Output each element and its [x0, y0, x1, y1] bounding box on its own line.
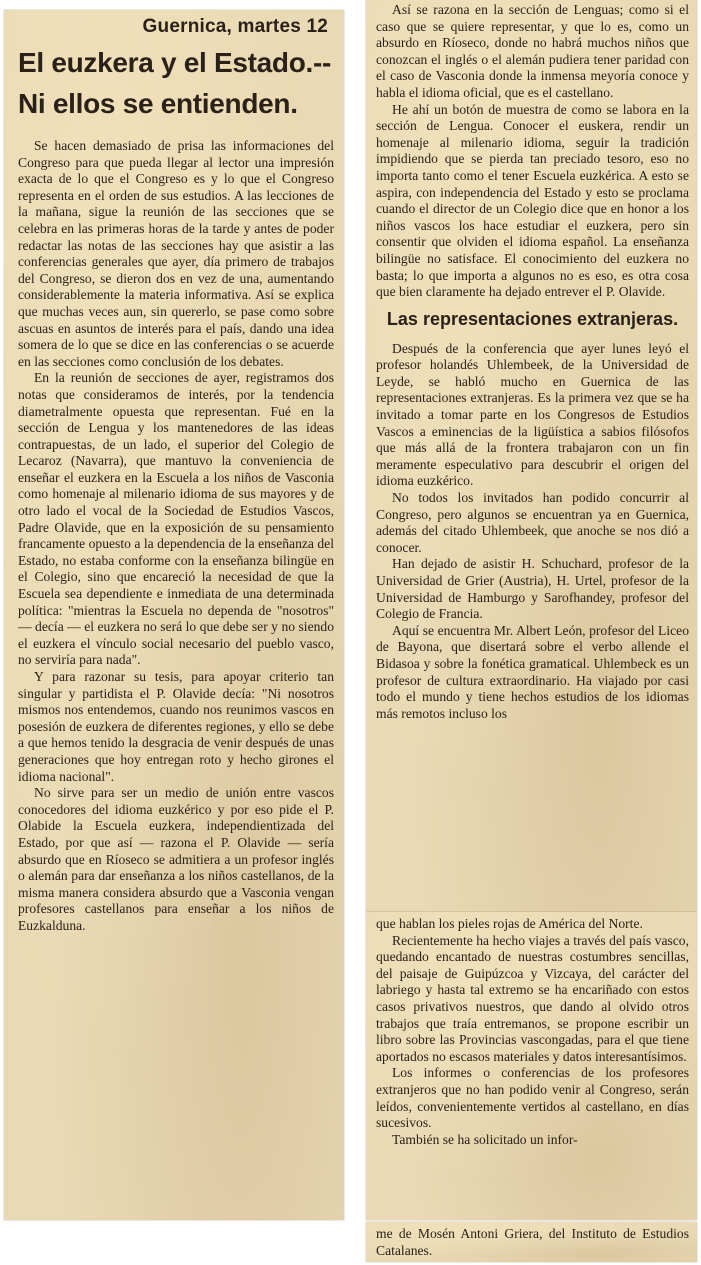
clipping-right-column-middle — [366, 912, 697, 1220]
clipping-right-column-bottom — [366, 1222, 697, 1262]
article-headline: El euzkera y el Estado.--Ni ellos se entienden. — [18, 47, 332, 119]
article-paragraph: No sirve para ser un medio de unión entre vascos conocedores del idioma euzkérico y por eso pide el P. Olabide la Escuela euzkera, independientizada del Estado, por que así — razona el P. Olavide — sería absurdo que en Ríoseco se admitiera a un profesor inglés o alemán para dar enseñanza a los niños castellanos, de la misma manera considera absurdo que a Vasconia vengan profesores castellanos para enseñar a los niños de Euzkalduna. — [18, 785, 334, 933]
article-paragraph: que hablan los pieles rojas de América del Norte. — [376, 916, 643, 931]
clipping-right-column-top — [366, 0, 697, 912]
article-paragraph: Y para razonar su tesis, para apoyar criterio tan singular y partidista el P. Olavide decía: "Ni nosotros mismos nos entendemos, cuando nos reunimos vascos en posesión de euzkera de diferentes regiones, y ello se debe a que hemos tenido la desgracia de venir después de unas generaciones que hoy entregan roto y hecho girones el idioma nacional". — [18, 669, 334, 784]
section-subheading: Las representaciones extranjeras. — [386, 308, 679, 329]
article-paragraph: me de Mosén Antoni Griera, del Instituto de Estudios Catalanes. — [376, 1226, 689, 1258]
article-paragraph: Han dejado de asistir H. Schuchard, profesor de la Universidad de Grier (Austria), H. Urtel, profesor de la Universidad de Hamburgo y Sarofhandey, profesor del Colegio de Francia. — [376, 556, 689, 622]
article-paragraph: Se hacen demasiado de prisa las informaciones del Congreso para que pueda llegar al lector una impresión exacta de lo que el Congreso es y lo que el Congreso representa en el orden de sus estudios. A las lecciones de la mañana, sigue la reunión de las secciones que se celebra en las primeras horas de la tarde y antes de poder redactar las notas de las secciones hay que asistir a las conferencias generales que ayer, día primero de trabajos del Congreso, se dieron dos en vez de una, aumentando considerablemente la materia informativa. Así se explica que muchas veces aun, sin quererlo, se pase como sobre ascuas en asuntos de interés para el país, dando una idea somera de lo que se dice en las conferencias o se acuerde en las secciones como conclusión de los debates. — [18, 138, 334, 369]
article-paragraph: También se ha solicitado un infor- — [392, 1131, 578, 1147]
article-paragraph: En la reunión de secciones de ayer, registramos dos notas que consideramos de interés, por la tendencia diametralmente opuesta que representan. Fué en la sección de Lengua y los mantenedores de las ideas contrapuestas, de un lado, el superior del Colegio de Lecaroz (Navarra), que mantuvo la conveniencia de enseñar el euzkera en la Escuela a los niños de Vasconia como homenaje al milenario idioma de sus mayores y de otro lado el vocal de la Sociedad de Estudios Vascos, Padre Olavide, que en la exposición de su pensamiento francamente opuesto a la dependencia de la enseñanza del Estado, no estaba conforme con la enseñanza bilingüe en el Colegio, sino que encareció la necesidad de que la Escuela sea dependiente e inmediata de una determinada política: "mientras la Escuela no dependa de "nosotros" — decía — el euzkera no será lo que debe ser y no siendo el euzkera el vínculo social necesario del pueblo vasco, no serviría para nada". — [18, 370, 334, 668]
article-paragraph: Los informes o conferencias de los profesores extranjeros que no han podido venir al Congreso, serán leídos, convenientemente vertidos al castellano, en días sucesivos. — [376, 1065, 689, 1131]
article-paragraph: Recientemente ha hecho viajes a través del país vasco, quedando encantado de nuestras costumbres sencillas, del paisaje de Guipúzcoa y Vizcaya, del carácter del labriego y hasta tal extremo se ha encariñado con estos casos privativos nuestros, que dando al olvido otros trabajos que traía entremanos, se propone escribir un libro sobre las Provincias vascongadas, para el que tiene aportados no escasos materiales y datos interesantísimos. — [376, 932, 689, 1064]
article-paragraph: Después de la conferencia que ayer lunes leyó el profesor holandés Uhlembeek, de la Universidad de Leyde, se habló mucho en Guernica de las representaciones extranjeras. Es la primera vez que se ha invitado a tomar parte en los Congresos de Estudios Vascos a eminencias de la ligüística a sabios filósofos que más allá de la frontera trabajaron con un fin meramente especulativo para descubrir el origen del idioma euzkérico. — [376, 340, 689, 489]
dateline: Guernica, martes 12 — [142, 16, 328, 37]
article-paragraph: He ahí un botón de muestra de como se labora en la sección de Lengua. Conocer el euskera, rendir un homenaje al milenario idioma, seguir la tradición impidiendo que se pierda tan preciado tesoro, eso no importa tanto como el tener Escuela euzkérica. A esto se aspira, con independencia del Estado y esto se proclama cuando el director de un Colegio dice que en honor a los niños vascos los hace estudiar el euzkera, pero sin consentir que olviden el idioma español. La enseñanza bilingüe no satisface. El conocimiento del euzkera no basta; lo que importa a algunos no es eso, es otra cosa que bien claramente ha dejado entrever el P. Olavide. — [376, 101, 689, 300]
article-paragraph: Así se razona en la sección de Lenguas; como si el caso que se quiere representar, y que lo es, como un absurdo en Ríoseco, donde no habrá muchos niños que conozcan el inglés o el alemán pudiera tener paridad con el caso de Vasconia donde la inmensa meyoría conoce y habla el idioma oficial, que es el castellano. — [376, 2, 689, 100]
article-paragraph: Aquí se encuentra Mr. Albert León, profesor del Liceo de Bayona, que disertará sobre el verbo allende el Bidasoa y sobre la fonética gramatical. Uhlembeck es un profesor de cultura extraordinario. Ha viajado por casi todo el mundo y tiene hechos estudios de los idiomas más remotos incluso los — [376, 622, 689, 721]
clipping-left-column — [4, 10, 344, 1220]
article-paragraph: No todos los invitados han podido concurrir al Congreso, pero algunos se encuentran ya en Guernica, además del citado Uhlembeek, que anoche se nos dió a conocer. — [376, 490, 689, 555]
